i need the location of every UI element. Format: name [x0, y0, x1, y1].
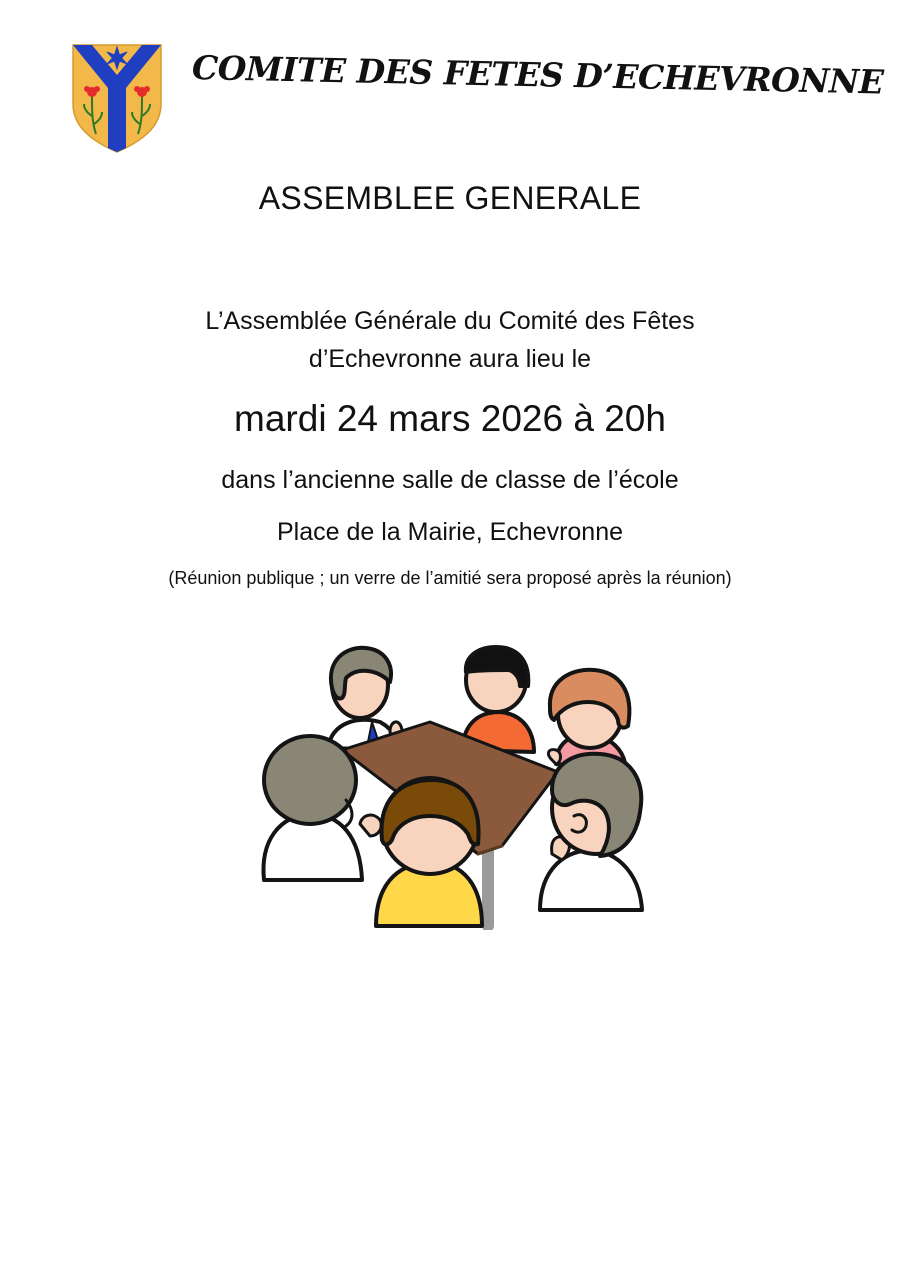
- event-date: mardi 24 mars 2026 à 20h: [234, 398, 666, 439]
- page-title: ASSEMBLEE GENERALE: [258, 180, 642, 216]
- meeting-table-illustration: [250, 640, 650, 930]
- public-meeting-note: (Réunion publique ; un verre de l’amitié sera proposé après la réunion): [168, 568, 732, 588]
- coat-of-arms-icon: [70, 42, 164, 154]
- person-back-middle: [462, 647, 534, 752]
- org-title: COMITE DES FETES D’ECHEVRONNE: [191, 48, 884, 102]
- person-front-middle: [376, 778, 482, 926]
- intro-line-1: L’Assemblée Générale du Comité des Fêtes: [205, 307, 695, 335]
- venue-line-1: dans l’ancienne salle de classe de l’école: [221, 466, 679, 494]
- person-front-right: [540, 754, 642, 910]
- intro-line-2: d’Echevronne aura lieu le: [308, 345, 592, 373]
- venue-line-2: Place de la Mairie, Echevronne: [276, 518, 624, 546]
